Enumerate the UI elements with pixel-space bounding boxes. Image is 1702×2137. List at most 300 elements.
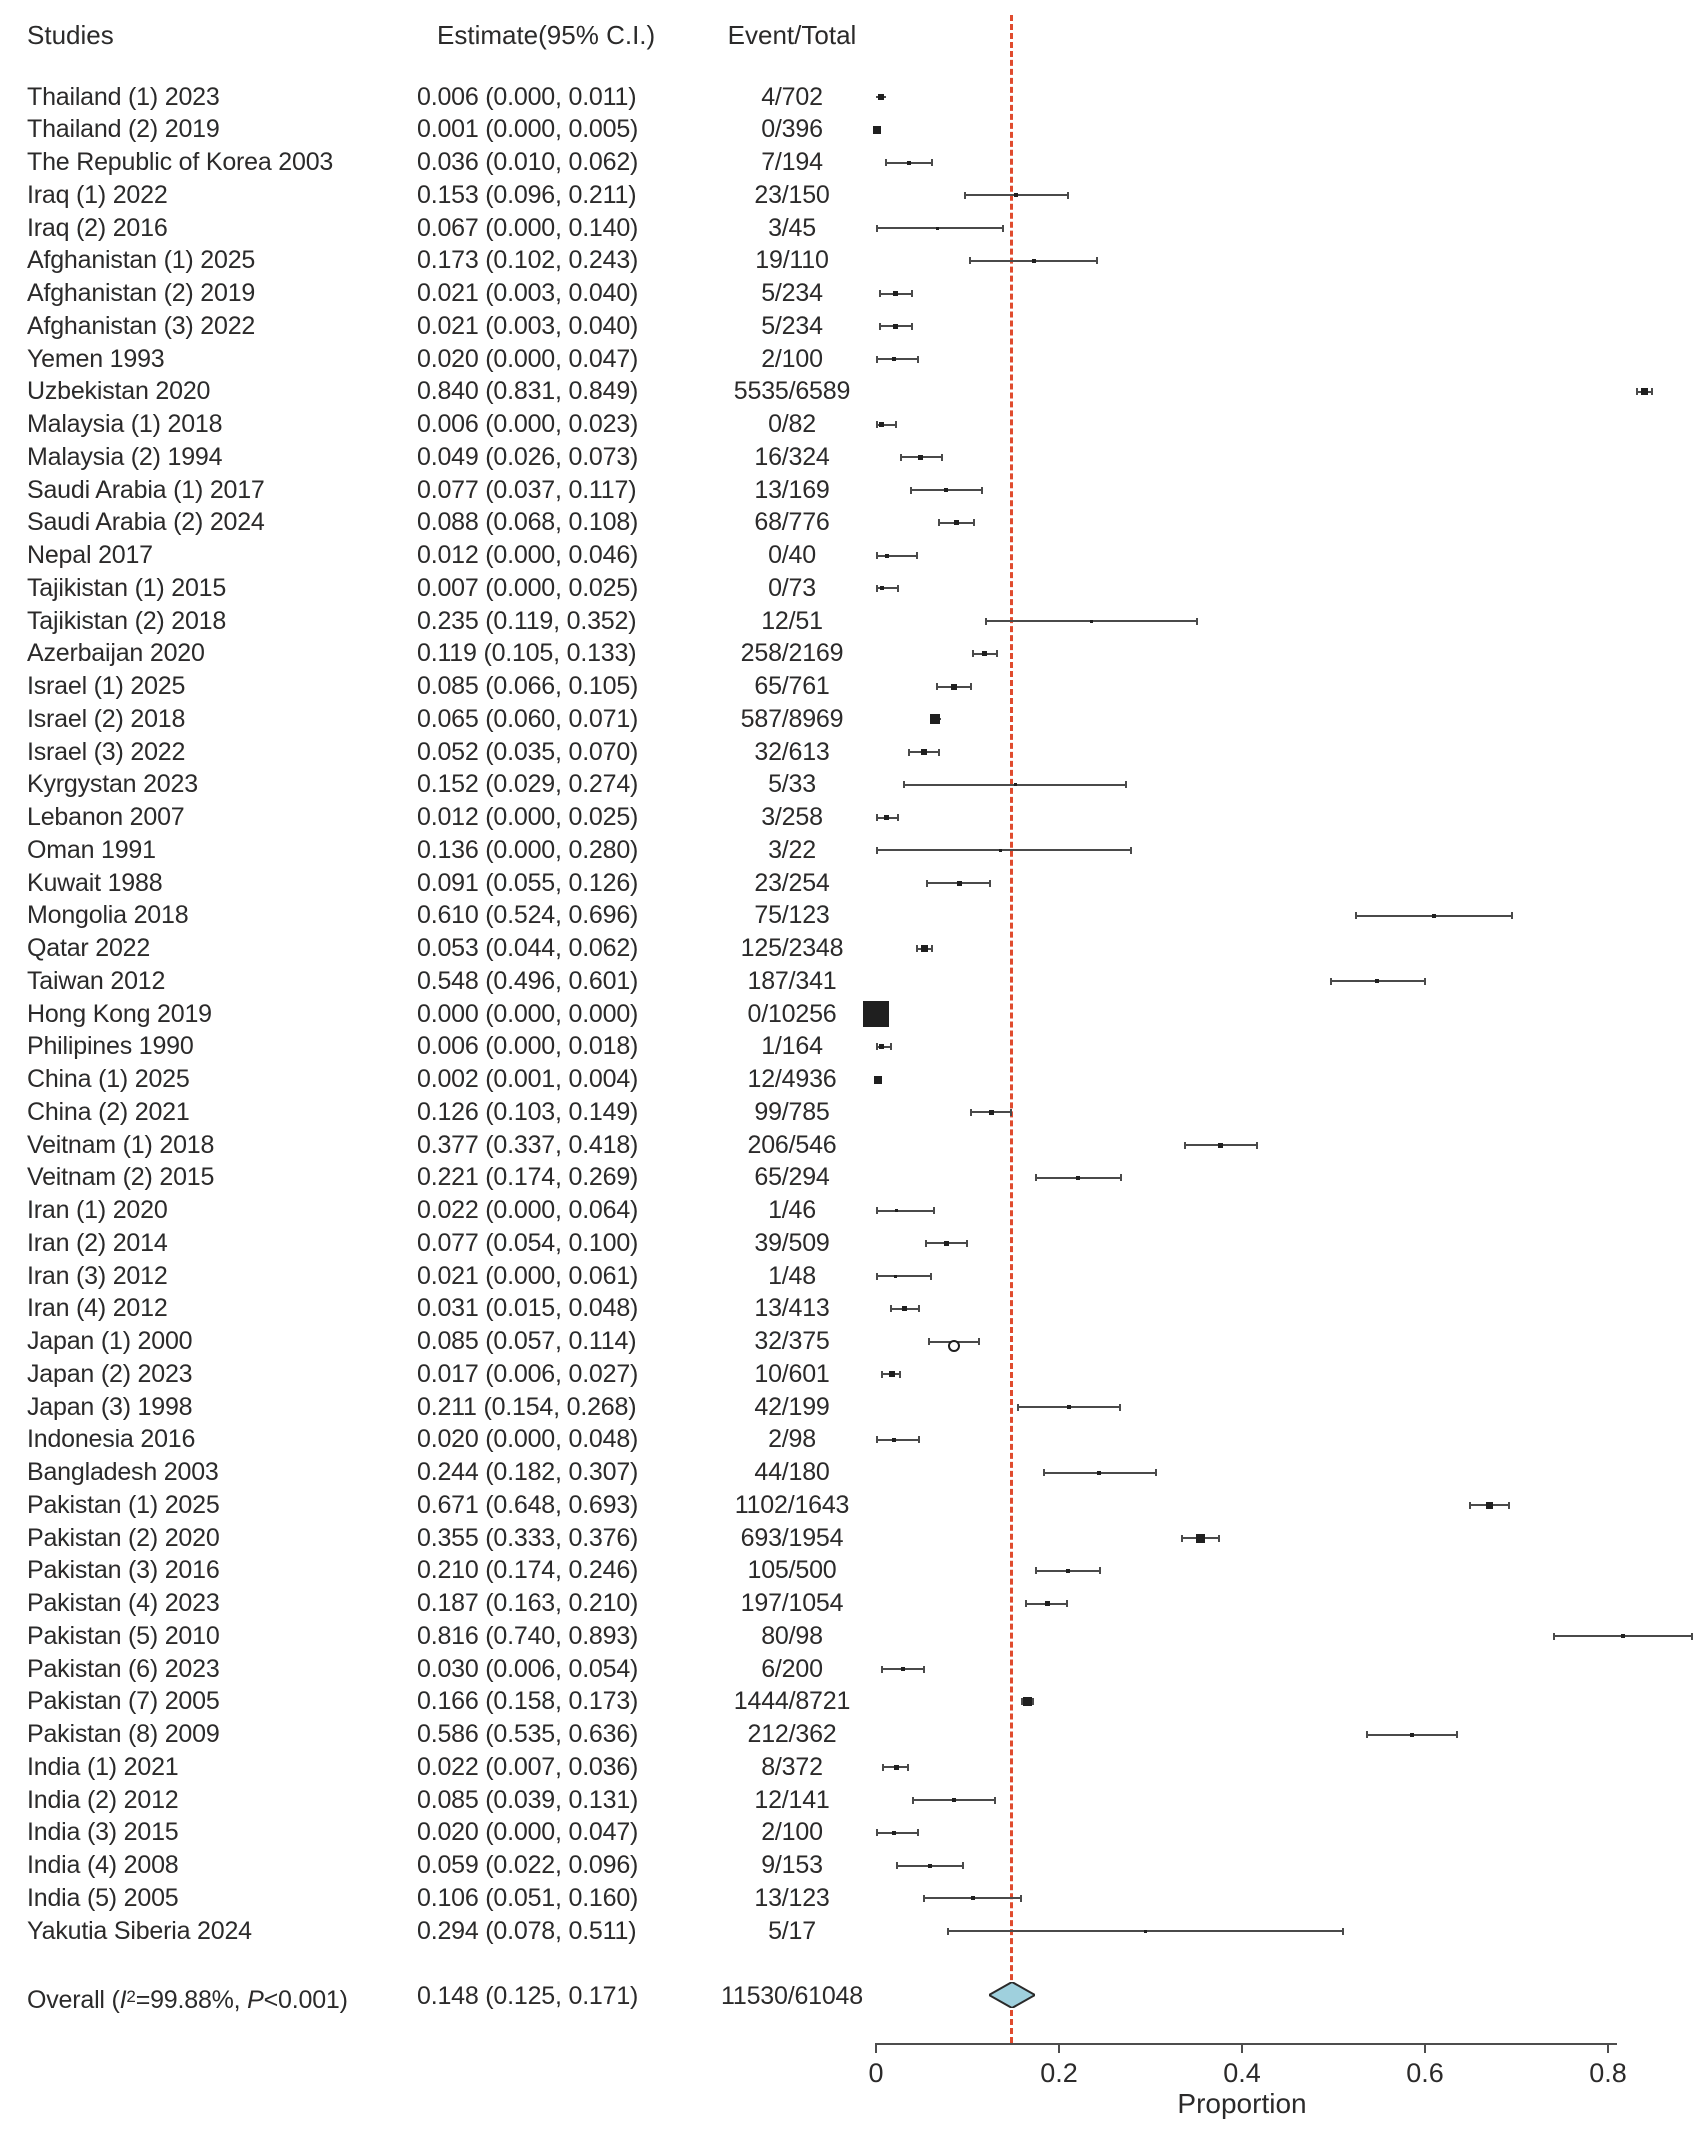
x-axis-line	[876, 2043, 1617, 2045]
study-label: Pakistan (3) 2016	[27, 1556, 220, 1585]
event-total-value: 42/199	[754, 1392, 830, 1421]
ci-cap-right	[907, 1764, 909, 1771]
ci-cap-left	[1330, 978, 1332, 985]
event-total-value: 5/234	[761, 311, 823, 340]
study-label: Japan (3) 1998	[27, 1392, 193, 1421]
estimate-marker	[892, 1831, 896, 1835]
study-label: Pakistan (5) 2010	[27, 1621, 220, 1650]
ci-cap-right	[1508, 1502, 1510, 1509]
event-total-value: 1/164	[761, 1032, 823, 1061]
estimate-marker	[902, 1306, 907, 1311]
estimate-marker	[1375, 979, 1379, 983]
event-total-value: 1444/8721	[733, 1687, 851, 1716]
overall-label-pre: Overall (	[27, 1986, 120, 2014]
estimate-value: 0.085 (0.057, 0.114)	[417, 1327, 637, 1355]
ci-cap-left	[879, 323, 881, 330]
ci-line	[876, 358, 919, 360]
estimate-marker	[878, 94, 884, 100]
event-total-value: 197/1054	[740, 1589, 844, 1617]
study-label: Thailand (1) 2023	[27, 82, 220, 111]
study-label: China (2) 2021	[27, 1097, 190, 1126]
estimate-value: 0.006 (0.000, 0.011)	[417, 82, 637, 111]
study-label: Malaysia (1) 2018	[27, 410, 223, 438]
estimate-marker	[895, 1209, 898, 1212]
overall-i-sup: 2	[126, 1987, 136, 2006]
study-label: Nepal 2017	[27, 541, 153, 569]
event-total-value: 23/254	[754, 868, 830, 897]
ci-cap-right	[916, 552, 918, 559]
x-tick	[1424, 2043, 1426, 2053]
x-tick-label: 0	[868, 2058, 884, 2088]
ci-line	[876, 227, 1004, 229]
ci-cap-left	[876, 585, 878, 592]
estimate-value: 0.007 (0.000, 0.025)	[417, 573, 639, 602]
ci-cap-left	[928, 1338, 930, 1345]
study-label: Kuwait 1988	[27, 868, 163, 897]
estimate-marker	[1144, 1930, 1147, 1933]
ci-cap-right	[1032, 1698, 1034, 1705]
ci-cap-right	[1066, 1600, 1068, 1607]
event-total-value: 75/123	[754, 901, 830, 930]
study-label: China (1) 2025	[27, 1065, 190, 1093]
estimate-value: 0.294 (0.078, 0.511)	[417, 1916, 637, 1945]
ci-cap-left	[1021, 1698, 1023, 1705]
event-total-value: 65/294	[754, 1163, 830, 1192]
estimate-value: 0.031 (0.015, 0.048)	[417, 1294, 639, 1323]
estimate-marker	[1066, 1569, 1070, 1573]
estimate-marker	[879, 422, 884, 427]
ci-cap-right	[1256, 1142, 1258, 1149]
estimate-marker	[1097, 1471, 1101, 1475]
estimate-value: 0.036 (0.010, 0.062)	[417, 148, 639, 176]
ci-cap-left	[896, 1862, 898, 1869]
estimate-value: 0.000 (0.000, 0.000)	[417, 999, 639, 1028]
ci-cap-right	[1099, 1567, 1101, 1574]
estimate-marker	[930, 714, 940, 724]
estimate-value: 0.002 (0.001, 0.004)	[417, 1065, 639, 1093]
study-label: India (3) 2015	[27, 1818, 179, 1847]
estimate-marker	[1196, 1534, 1205, 1543]
estimate-value: 0.001 (0.000, 0.005)	[417, 115, 639, 144]
estimate-marker	[952, 1798, 956, 1802]
estimate-value: 0.355 (0.333, 0.376)	[417, 1523, 639, 1552]
estimate-marker	[921, 945, 928, 952]
event-total-value: 258/2169	[740, 639, 844, 668]
estimate-marker	[894, 1765, 899, 1770]
event-total-value: 13/123	[754, 1883, 830, 1912]
event-total-value: 7/194	[761, 148, 823, 176]
study-label: Yakutia Siberia 2024	[27, 1916, 252, 1945]
estimate-marker	[971, 1896, 975, 1900]
ci-cap-left	[876, 847, 878, 854]
ci-cap-right	[1651, 388, 1653, 395]
ci-cap-right	[895, 421, 897, 428]
estimate-marker	[893, 291, 898, 296]
estimate-marker	[944, 1241, 949, 1246]
ci-cap-right	[996, 650, 998, 657]
estimate-marker	[863, 1001, 889, 1027]
event-total-value: 39/509	[754, 1228, 830, 1257]
study-label: India (5) 2005	[27, 1883, 179, 1912]
ci-cap-left	[876, 356, 878, 363]
x-tick-label: 0.2	[1040, 2058, 1078, 2088]
event-total-value: 587/8969	[740, 704, 844, 733]
event-total-value: 5/33	[768, 770, 816, 799]
estimate-marker	[1023, 1697, 1032, 1706]
study-label: Azerbaijan 2020	[27, 639, 205, 668]
overall-estimate: 0.148 (0.125, 0.171)	[417, 1982, 639, 2010]
estimate-marker	[918, 455, 923, 460]
ci-cap-left	[916, 945, 918, 952]
estimate-value: 0.085 (0.039, 0.131)	[417, 1785, 639, 1814]
ci-cap-left	[1355, 912, 1357, 919]
ci-cap-right	[1218, 1535, 1220, 1542]
ci-cap-right	[1691, 1633, 1693, 1640]
study-label: Pakistan (8) 2009	[27, 1720, 220, 1748]
study-label: Uzbekistan 2020	[27, 377, 211, 406]
event-total-value: 10/601	[754, 1359, 830, 1388]
estimate-value: 0.210 (0.174, 0.246)	[417, 1556, 639, 1585]
estimate-marker	[954, 520, 959, 525]
study-label: India (4) 2008	[27, 1851, 179, 1879]
ci-cap-left	[923, 1895, 925, 1902]
estimate-marker	[1486, 1502, 1493, 1509]
estimate-marker	[957, 881, 962, 886]
ci-cap-right	[899, 1371, 901, 1378]
x-tick	[1607, 2043, 1609, 2053]
overall-event-total: 11530/61048	[721, 1982, 863, 2010]
study-label: Saudi Arabia (2) 2024	[27, 508, 265, 537]
study-label: Qatar 2022	[27, 934, 151, 962]
event-total-value: 68/776	[754, 508, 830, 537]
estimate-marker	[889, 1371, 895, 1377]
event-total-value: 105/500	[747, 1556, 837, 1585]
ci-line	[876, 1275, 932, 1277]
event-total-value: 3/22	[768, 835, 816, 864]
ci-cap-left	[1035, 1174, 1037, 1181]
estimate-marker	[892, 1438, 896, 1442]
event-total-value: 3/258	[761, 803, 823, 831]
ci-cap-left	[1017, 1404, 1019, 1411]
estimate-marker	[1410, 1733, 1414, 1737]
study-label: Yemen 1993	[27, 344, 165, 373]
estimate-value: 0.049 (0.026, 0.073)	[417, 442, 639, 471]
study-label: India (1) 2021	[27, 1752, 179, 1781]
event-total-value: 32/613	[754, 737, 830, 766]
ci-cap-left	[879, 290, 881, 297]
ci-cap-right	[981, 487, 983, 494]
event-total-value: 16/324	[754, 442, 830, 471]
ci-cap-right	[890, 1043, 892, 1050]
estimate-value: 0.548 (0.496, 0.601)	[417, 966, 639, 995]
ci-cap-left	[881, 1666, 883, 1673]
estimate-value: 0.136 (0.000, 0.280)	[417, 835, 639, 864]
estimate-value: 0.106 (0.051, 0.160)	[417, 1883, 639, 1912]
column-header-studies: Studies	[27, 20, 114, 50]
study-label: Pakistan (7) 2005	[27, 1687, 220, 1716]
x-tick	[875, 2043, 877, 2053]
ci-cap-left	[908, 749, 910, 756]
estimate-value: 0.126 (0.103, 0.149)	[417, 1097, 639, 1126]
ci-cap-left	[970, 1109, 972, 1116]
estimate-value: 0.067 (0.000, 0.140)	[417, 213, 639, 242]
estimate-value: 0.173 (0.102, 0.243)	[417, 246, 639, 275]
ci-cap-right	[917, 1829, 919, 1836]
ci-cap-right	[1020, 1895, 1022, 1902]
study-label: Pakistan (1) 2025	[27, 1490, 220, 1519]
event-total-value: 5535/6589	[733, 377, 851, 406]
study-label: The Republic of Korea 2003	[27, 148, 334, 176]
estimate-value: 0.052 (0.035, 0.070)	[417, 737, 639, 766]
ci-cap-right	[931, 945, 933, 952]
ci-cap-left	[925, 1240, 927, 1247]
estimate-value: 0.077 (0.054, 0.100)	[417, 1228, 639, 1257]
estimate-value: 0.244 (0.182, 0.307)	[417, 1458, 639, 1486]
estimate-marker	[936, 227, 939, 230]
event-total-value: 12/51	[761, 606, 823, 635]
estimate-marker	[892, 357, 896, 361]
estimate-value: 0.211 (0.154, 0.268)	[417, 1392, 637, 1421]
study-label: India (2) 2012	[27, 1785, 179, 1814]
ci-cap-right	[941, 454, 943, 461]
overall-p-symbol: P	[247, 1986, 264, 2014]
event-total-value: 187/341	[747, 966, 837, 995]
estimate-marker	[944, 488, 948, 492]
estimate-marker	[1032, 259, 1036, 263]
study-label: Afghanistan (3) 2022	[27, 311, 256, 340]
estimate-value: 0.021 (0.003, 0.040)	[417, 279, 639, 307]
study-label: Afghanistan (1) 2025	[27, 246, 256, 275]
event-total-value: 2/98	[768, 1425, 816, 1454]
estimate-value: 0.077 (0.037, 0.117)	[417, 475, 637, 504]
study-label: Iraq (1) 2022	[27, 180, 168, 209]
ci-line	[876, 849, 1132, 851]
estimate-value: 0.085 (0.066, 0.105)	[417, 672, 639, 700]
estimate-value: 0.816 (0.740, 0.893)	[417, 1621, 639, 1650]
estimate-value: 0.006 (0.000, 0.023)	[417, 410, 639, 438]
study-label: Iran (3) 2012	[27, 1261, 168, 1290]
estimate-value: 0.022 (0.000, 0.064)	[417, 1196, 639, 1224]
ci-cap-right	[897, 585, 899, 592]
ci-cap-right	[918, 1436, 920, 1443]
ci-cap-right	[911, 290, 913, 297]
study-label: Oman 1991	[27, 835, 156, 864]
event-total-value: 1/48	[768, 1261, 816, 1290]
event-total-value: 44/180	[754, 1458, 830, 1486]
ci-cap-left	[876, 225, 878, 232]
ci-cap-left	[876, 1207, 878, 1214]
ci-line	[876, 1439, 920, 1441]
ci-cap-left	[876, 1436, 878, 1443]
estimate-marker	[879, 1044, 884, 1049]
ci-cap-left	[876, 552, 878, 559]
estimate-value: 0.059 (0.022, 0.096)	[417, 1851, 639, 1879]
x-tick	[1058, 2043, 1060, 2053]
estimate-value: 0.021 (0.000, 0.061)	[417, 1261, 639, 1290]
study-label: Japan (2) 2023	[27, 1359, 193, 1388]
estimate-marker	[1432, 914, 1436, 918]
estimate-value: 0.065 (0.060, 0.071)	[417, 704, 639, 733]
estimate-marker	[1067, 1405, 1071, 1409]
estimate-value: 0.017 (0.006, 0.027)	[417, 1359, 639, 1388]
overall-label-mid: =99.88%,	[135, 1986, 248, 2014]
event-total-value: 3/45	[768, 213, 816, 242]
estimate-marker	[1014, 783, 1017, 786]
event-total-value: 13/413	[754, 1294, 830, 1323]
estimate-value: 0.012 (0.000, 0.046)	[417, 541, 639, 569]
event-total-value: 12/141	[754, 1785, 830, 1814]
event-total-value: 2/100	[761, 1818, 823, 1847]
estimate-value: 0.030 (0.006, 0.054)	[417, 1654, 639, 1683]
overall-diamond	[989, 1982, 1035, 2008]
ci-cap-left	[910, 487, 912, 494]
estimate-marker	[921, 749, 927, 755]
estimate-marker	[951, 684, 957, 690]
overall-i-symbol: I	[119, 1986, 127, 2014]
estimate-value: 0.840 (0.831, 0.849)	[417, 377, 639, 406]
ci-cap-left	[1366, 1731, 1368, 1738]
ci-cap-right	[978, 1338, 980, 1345]
ci-cap-left	[1181, 1535, 1183, 1542]
event-total-value: 125/2348	[740, 934, 844, 962]
event-total-value: 1/46	[768, 1196, 816, 1224]
study-label: Japan (1) 2000	[27, 1327, 193, 1355]
ci-cap-right	[923, 1666, 925, 1673]
estimate-value: 0.610 (0.524, 0.696)	[417, 901, 639, 930]
estimate-marker	[880, 586, 884, 590]
study-label: Iran (1) 2020	[27, 1196, 168, 1224]
event-total-value: 212/362	[747, 1720, 837, 1748]
estimate-value: 0.221 (0.174, 0.269)	[417, 1163, 639, 1192]
estimate-marker	[873, 126, 881, 134]
ci-cap-right	[897, 814, 899, 821]
study-label: Hong Kong 2019	[27, 999, 212, 1028]
ci-cap-right	[989, 880, 991, 887]
study-label: Philipines 1990	[27, 1032, 194, 1061]
estimate-marker	[885, 554, 889, 558]
ci-cap-right	[966, 1240, 968, 1247]
estimate-marker	[928, 1864, 932, 1868]
estimate-marker	[884, 815, 889, 820]
event-total-value: 19/110	[755, 246, 829, 275]
event-total-value: 0/40	[768, 541, 816, 569]
estimate-marker	[1076, 1176, 1080, 1180]
event-total-value: 6/200	[761, 1654, 823, 1683]
study-label: Saudi Arabia (1) 2017	[27, 475, 265, 504]
estimate-marker	[1045, 1601, 1050, 1606]
ci-cap-left	[876, 421, 878, 428]
estimate-value: 0.119 (0.105, 0.133)	[417, 639, 637, 668]
overall-label-post: <0.001)	[263, 1986, 348, 2014]
ci-cap-left	[1469, 1502, 1471, 1509]
event-total-value: 0/396	[761, 115, 823, 144]
ci-cap-left	[876, 1273, 878, 1280]
study-label: Pakistan (2) 2020	[27, 1523, 220, 1552]
ci-cap-left	[1043, 1469, 1045, 1476]
estimate-marker	[893, 324, 898, 329]
ci-cap-right	[938, 749, 940, 756]
pooled-reference-line	[1010, 15, 1013, 2043]
estimate-value: 0.006 (0.000, 0.018)	[417, 1032, 639, 1061]
ci-cap-left	[985, 618, 987, 625]
ci-cap-left	[882, 1764, 884, 1771]
study-label: Iran (4) 2012	[27, 1294, 168, 1323]
x-axis-title: Proportion	[1177, 2088, 1307, 2119]
estimate-value: 0.020 (0.000, 0.047)	[417, 1818, 639, 1847]
ci-cap-left	[938, 519, 940, 526]
estimate-value: 0.153 (0.096, 0.211)	[417, 180, 637, 209]
estimate-marker	[999, 849, 1002, 852]
ci-cap-left	[885, 159, 887, 166]
study-label: Thailand (2) 2019	[27, 115, 220, 144]
estimate-value: 0.166 (0.158, 0.173)	[417, 1687, 639, 1716]
study-label: Veitnam (2) 2015	[27, 1163, 215, 1192]
ci-cap-left	[1035, 1567, 1037, 1574]
ci-cap-right	[1130, 847, 1132, 854]
ci-cap-right	[931, 159, 933, 166]
study-label: Taiwan 2012	[27, 966, 166, 995]
estimate-value: 0.021 (0.003, 0.040)	[417, 311, 639, 340]
ci-cap-left	[912, 1797, 914, 1804]
ci-cap-right	[1155, 1469, 1157, 1476]
ci-cap-left	[881, 1371, 883, 1378]
ci-cap-right	[1002, 225, 1004, 232]
ci-cap-left	[972, 650, 974, 657]
estimate-marker	[1621, 1634, 1625, 1638]
column-header-estimate: Estimate(95% C.I.)	[437, 20, 656, 50]
ci-cap-right	[1342, 1928, 1344, 1935]
study-label: Israel (2) 2018	[27, 704, 186, 733]
study-label: Malaysia (2) 1994	[27, 442, 223, 471]
ci-cap-left	[936, 683, 938, 690]
estimate-value: 0.020 (0.000, 0.047)	[417, 344, 639, 373]
ci-cap-left	[1025, 1600, 1027, 1607]
ci-line	[876, 555, 918, 557]
ci-cap-right	[1119, 1404, 1121, 1411]
event-total-value: 5/17	[768, 1916, 816, 1945]
ci-cap-right	[911, 323, 913, 330]
ci-cap-right	[1424, 978, 1426, 985]
estimate-marker	[1641, 388, 1648, 395]
ci-cap-left	[876, 814, 878, 821]
study-label: Israel (3) 2022	[27, 737, 186, 766]
estimate-value: 0.091 (0.055, 0.126)	[417, 868, 639, 897]
event-total-value: 9/153	[761, 1851, 823, 1879]
event-total-value: 5/234	[761, 279, 823, 307]
estimate-marker	[989, 1110, 994, 1115]
x-tick-label: 0.4	[1223, 2058, 1261, 2088]
x-tick	[1241, 2043, 1243, 2053]
ci-cap-right	[918, 1305, 920, 1312]
estimate-value: 0.053 (0.044, 0.062)	[417, 934, 639, 962]
x-tick-label: 0.8	[1589, 2058, 1627, 2088]
event-total-value: 12/4936	[747, 1065, 837, 1093]
ci-cap-left	[903, 781, 905, 788]
estimate-value: 0.187 (0.163, 0.210)	[417, 1589, 639, 1617]
ci-cap-left	[1553, 1633, 1555, 1640]
estimate-marker	[907, 161, 911, 165]
ci-cap-right	[970, 683, 972, 690]
ci-cap-left	[876, 1043, 878, 1050]
event-total-value: 0/73	[768, 573, 816, 602]
ci-cap-left	[947, 1928, 949, 1935]
study-label: Indonesia 2016	[27, 1425, 196, 1454]
estimate-value: 0.671 (0.648, 0.693)	[417, 1490, 639, 1519]
event-total-value: 4/702	[761, 82, 823, 111]
ci-cap-left	[969, 257, 971, 264]
x-tick-label: 0.6	[1406, 2058, 1444, 2088]
estimate-marker	[874, 1076, 882, 1084]
